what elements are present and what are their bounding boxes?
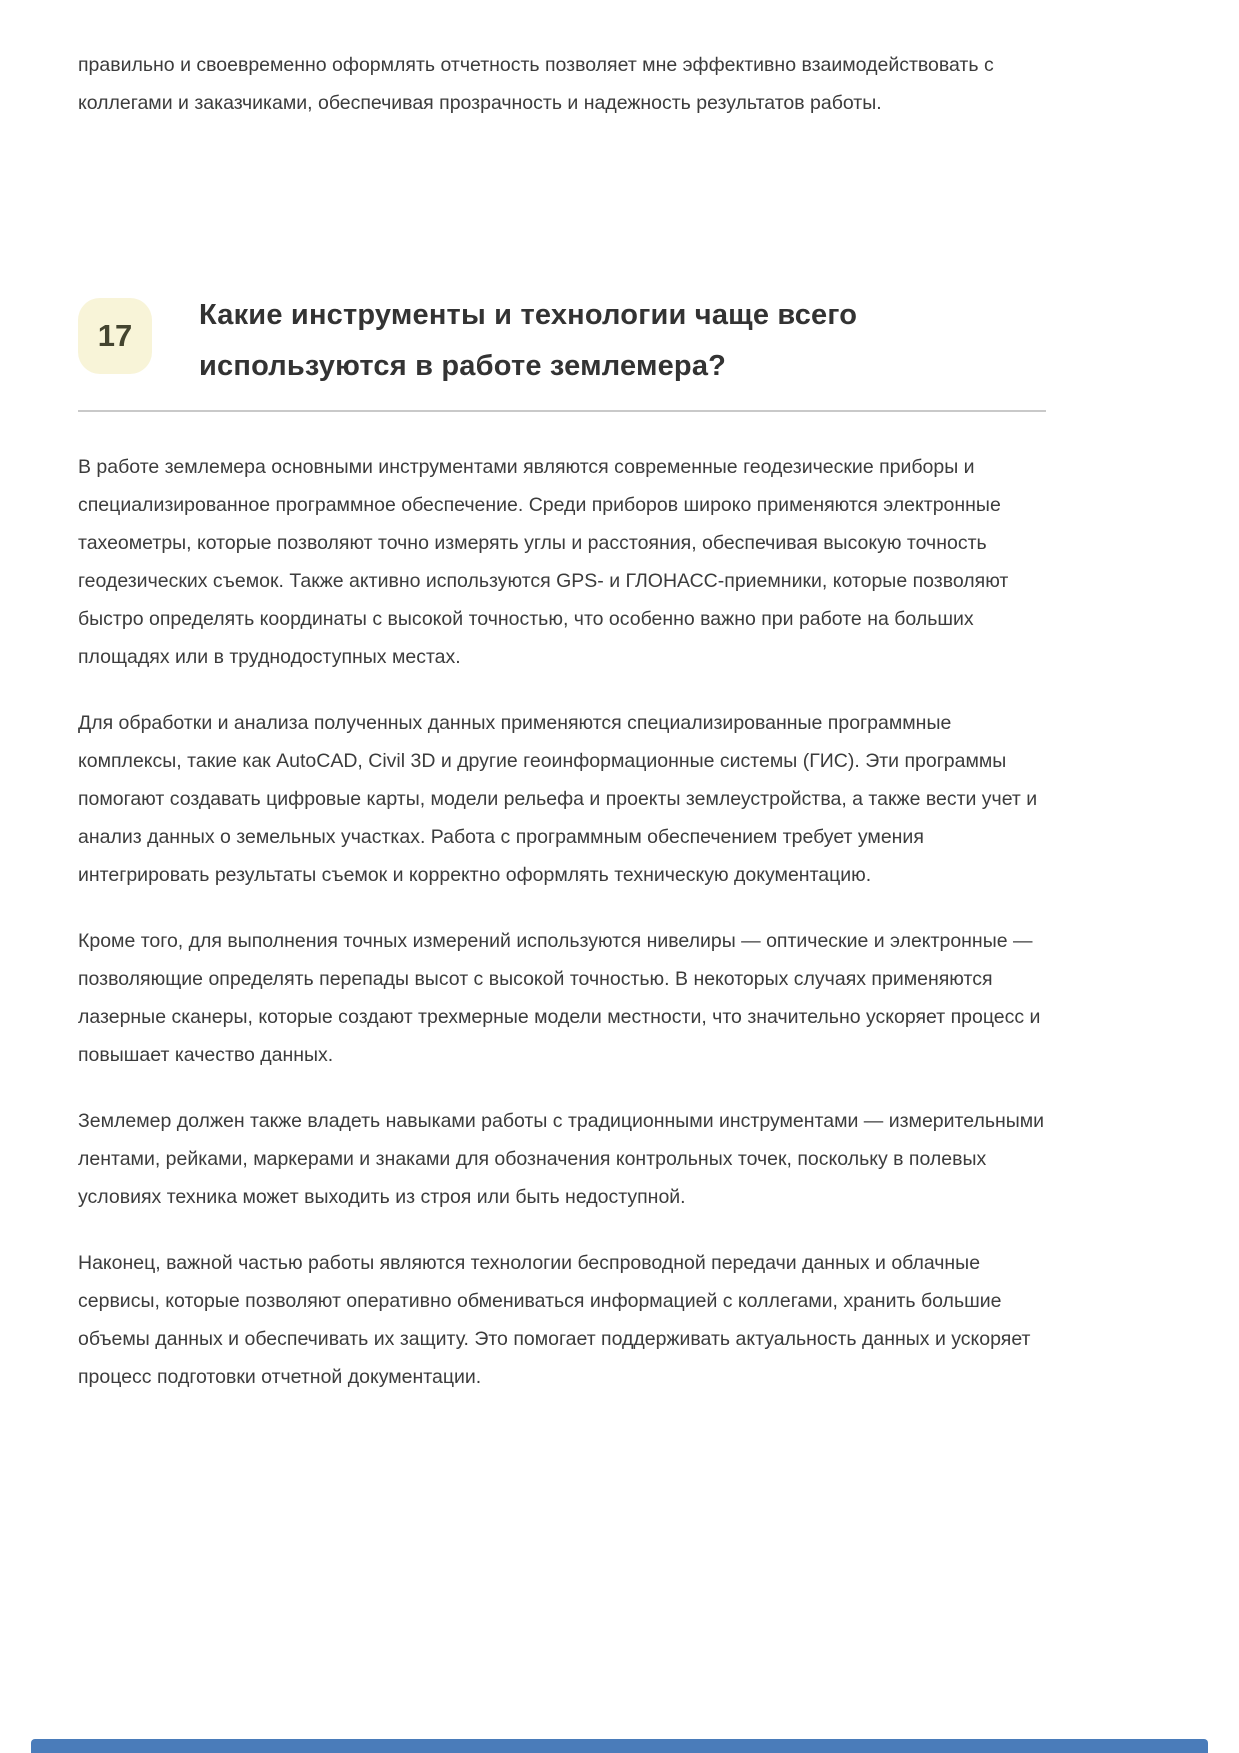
answer-section — [78, 448, 1046, 1396]
footer-bar — [31, 1739, 1208, 1753]
answer-paragraph: Землемер должен также владеть навыками работы с традиционными инструментами — измерительными лентами, рейками, маркерами и знаками для обозначения контрольных точек, поскольку в полевых условиях техника может выходить из строя или быть недоступной. — [78, 1110, 1045, 1208]
intro-paragraph: правильно и своевременно оформлять отчетность позволяет мне эффективно взаимодействовать с коллегами и заказчиками, обеспечивая прозрачность и надежность результатов работы. — [78, 54, 994, 114]
question-number-badge — [78, 298, 152, 374]
answer-paragraph: В работе землемера основными инструментами являются современные геодезические приборы и специализированное программное обеспечение. Среди приборов широко применяются электронные тахеометры, которые позволяют точно измерять углы и расстояния, обеспечивая высокую точность геодезических съемок. Также активно используются GPS- и ГЛОНАСС-приемники, которые позволяют быстро определять координаты с высокой точностью, что особенно важно при работе на больших площадях или в труднодоступных местах. — [78, 456, 1009, 668]
answer-paragraph: Наконец, важной частью работы являются технологии беспроводной передачи данных и облачные сервисы, которые позволяют оперативно обмениваться информацией с коллегами, хранить большие объемы данных и обеспечивать их защиту. Это помогает поддерживать актуальность данных и ускоряет процесс подготовки отчетной документации. — [78, 1252, 1031, 1388]
section-divider — [78, 410, 1046, 412]
answer-paragraph: Для обработки и анализа полученных данных применяются специализированные программные комплексы, такие как AutoCAD, Civil 3D и другие геоинформационные системы (ГИС). Эти программы помогают создавать цифровые карты, модели рельефа и проекты землеустройства, а также вести учет и анализ данных о земельных участках. Работа с программным обеспечением требует умения интегрировать результаты съемок и корректно оформлять техническую документацию. — [78, 712, 1038, 886]
question-title: Какие инструменты и технологии чаще всего используются в работе землемера? — [199, 299, 858, 382]
question-section — [78, 290, 1046, 392]
question-number: 17 — [97, 318, 133, 353]
answer-paragraph: Кроме того, для выполнения точных измерений используются нивелиры — оптические и электронные — позволяющие определять перепады высот с высокой точностью. В некоторых случаях применяются лазерные сканеры, которые создают трехмерные модели местности, что значительно ускоряет процесс и повышает качество данных. — [78, 930, 1041, 1066]
